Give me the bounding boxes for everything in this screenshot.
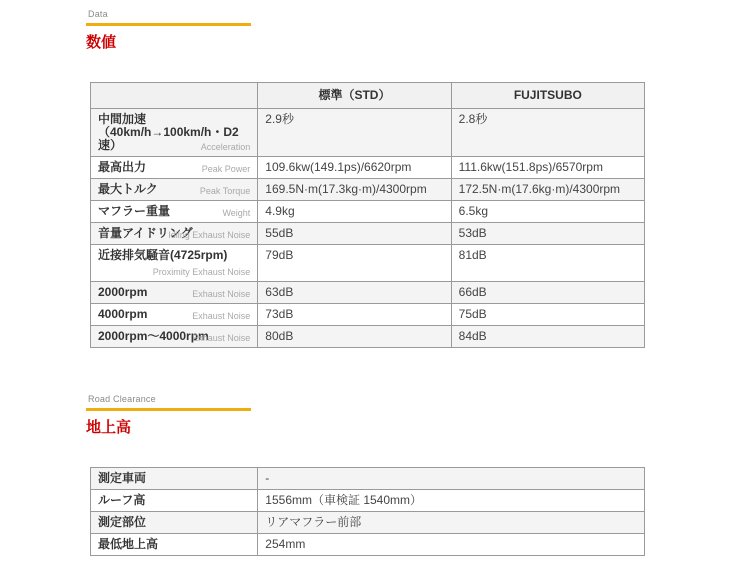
spec-value-fujitsubo: 2.8秒 bbox=[451, 109, 644, 157]
spec-value-std: 169.5N·m(17.3kg·m)/4300rpm bbox=[258, 179, 451, 201]
spec-label-wrap bbox=[98, 249, 250, 277]
column-header-std: 標準（STD） bbox=[258, 83, 451, 109]
spec-value-fujitsubo: 6.5kg bbox=[451, 201, 644, 223]
clearance-value: - bbox=[258, 468, 645, 490]
spec-value-fujitsubo: 53dB bbox=[451, 223, 644, 245]
spec-value-std: 80dB bbox=[258, 326, 451, 348]
section-title-numeric: 数値 bbox=[86, 34, 117, 51]
spec-label-cell bbox=[91, 304, 258, 326]
clearance-label: 測定部位 bbox=[91, 512, 258, 534]
spec-value-fujitsubo: 172.5N·m(17.6kg·m)/4300rpm bbox=[451, 179, 644, 201]
spec-label-en: Proximity Exhaust Noise bbox=[152, 267, 251, 277]
spec-label-cell bbox=[91, 245, 258, 282]
clearance-label: ルーフ高 bbox=[91, 490, 258, 512]
clearance-table bbox=[90, 467, 645, 556]
spec-label-wrap bbox=[98, 161, 250, 174]
spec-value-fujitsubo: 81dB bbox=[451, 245, 644, 282]
clearance-value: 254mm bbox=[258, 534, 645, 556]
spec-label-wrap bbox=[98, 205, 250, 218]
numeric-table-header-row bbox=[91, 83, 645, 109]
spec-value-fujitsubo: 111.6kw(151.8ps)/6570rpm bbox=[451, 157, 644, 179]
spec-value-std: 73dB bbox=[258, 304, 451, 326]
spec-label-jp: 4000rpm bbox=[98, 307, 148, 321]
spec-row bbox=[91, 282, 645, 304]
clearance-row bbox=[91, 534, 645, 556]
section-title-clearance: 地上高 bbox=[86, 419, 132, 436]
spec-value-std: 63dB bbox=[258, 282, 451, 304]
spec-label-en: Exhaust Noise bbox=[192, 333, 251, 343]
spec-label-cell bbox=[91, 326, 258, 348]
clearance-table-body bbox=[91, 468, 645, 556]
spec-value-fujitsubo: 66dB bbox=[451, 282, 644, 304]
content-column bbox=[86, 9, 646, 556]
spec-label-wrap bbox=[98, 227, 250, 240]
spec-label-jp: 2000rpm bbox=[98, 285, 148, 299]
spec-label-en: Peak Power bbox=[201, 164, 251, 174]
clearance-value: リアマフラー前部 bbox=[258, 512, 645, 534]
spec-value-std: 109.6kw(149.1ps)/6620rpm bbox=[258, 157, 451, 179]
spec-label-jp: 中間加速（40km/h→100km/h・D2速） bbox=[98, 112, 239, 152]
clearance-row bbox=[91, 490, 645, 512]
spec-row bbox=[91, 201, 645, 223]
spec-label-wrap bbox=[98, 113, 250, 152]
eyebrow-road-clearance-label: Road Clearance bbox=[86, 394, 251, 411]
spec-row bbox=[91, 179, 645, 201]
spec-row bbox=[91, 245, 645, 282]
spec-value-fujitsubo: 75dB bbox=[451, 304, 644, 326]
spec-label-en: Idling Exhaust Noise bbox=[168, 230, 251, 240]
spec-label-en: Peak Torque bbox=[199, 186, 251, 196]
spec-value-fujitsubo: 84dB bbox=[451, 326, 644, 348]
spec-label-wrap bbox=[98, 286, 250, 299]
spec-row bbox=[91, 109, 645, 157]
numeric-spec-table bbox=[90, 82, 645, 348]
clearance-row bbox=[91, 468, 645, 490]
spec-value-std: 55dB bbox=[258, 223, 451, 245]
spec-label-cell bbox=[91, 201, 258, 223]
spec-label-wrap bbox=[98, 183, 250, 196]
spec-label-jp: 近接排気騒音(4725rpm) bbox=[98, 248, 228, 262]
spec-label-cell bbox=[91, 109, 258, 157]
spec-label-jp: 最大トルク bbox=[98, 182, 158, 196]
spec-label-en: Weight bbox=[222, 208, 251, 218]
column-header-fujitsubo: FUJITSUBO bbox=[451, 83, 644, 109]
section-road-clearance bbox=[86, 394, 646, 556]
spec-label-jp: マフラー重量 bbox=[98, 204, 171, 218]
spec-row bbox=[91, 157, 645, 179]
clearance-label: 最低地上高 bbox=[91, 534, 258, 556]
eyebrow-data-label: Data bbox=[86, 9, 251, 26]
spec-value-std: 4.9kg bbox=[258, 201, 451, 223]
section-numeric-data bbox=[86, 9, 646, 348]
spec-label-en: Acceleration bbox=[200, 142, 251, 152]
spec-value-std: 2.9秒 bbox=[258, 109, 451, 157]
spec-label-cell bbox=[91, 223, 258, 245]
spec-label-jp: 2000rpm～4000rpm bbox=[98, 329, 209, 343]
spec-row bbox=[91, 223, 645, 245]
spec-label-cell bbox=[91, 157, 258, 179]
spec-label-jp: 最高出力 bbox=[98, 160, 147, 174]
spec-label-jp: 音量アイドリング bbox=[98, 226, 193, 240]
spec-label-cell bbox=[91, 179, 258, 201]
spec-label-en: Exhaust Noise bbox=[192, 311, 251, 321]
clearance-label: 測定車両 bbox=[91, 468, 258, 490]
spec-label-cell bbox=[91, 282, 258, 304]
numeric-table-body bbox=[91, 109, 645, 348]
spec-row bbox=[91, 326, 645, 348]
spec-value-std: 79dB bbox=[258, 245, 451, 282]
spec-label-wrap bbox=[98, 308, 250, 321]
spec-label-wrap bbox=[98, 330, 250, 343]
clearance-value: 1556mm（車検証 1540mm） bbox=[258, 490, 645, 512]
spec-label-en: Exhaust Noise bbox=[192, 289, 251, 299]
column-header-blank bbox=[91, 83, 258, 109]
spec-row bbox=[91, 304, 645, 326]
clearance-row bbox=[91, 512, 645, 534]
